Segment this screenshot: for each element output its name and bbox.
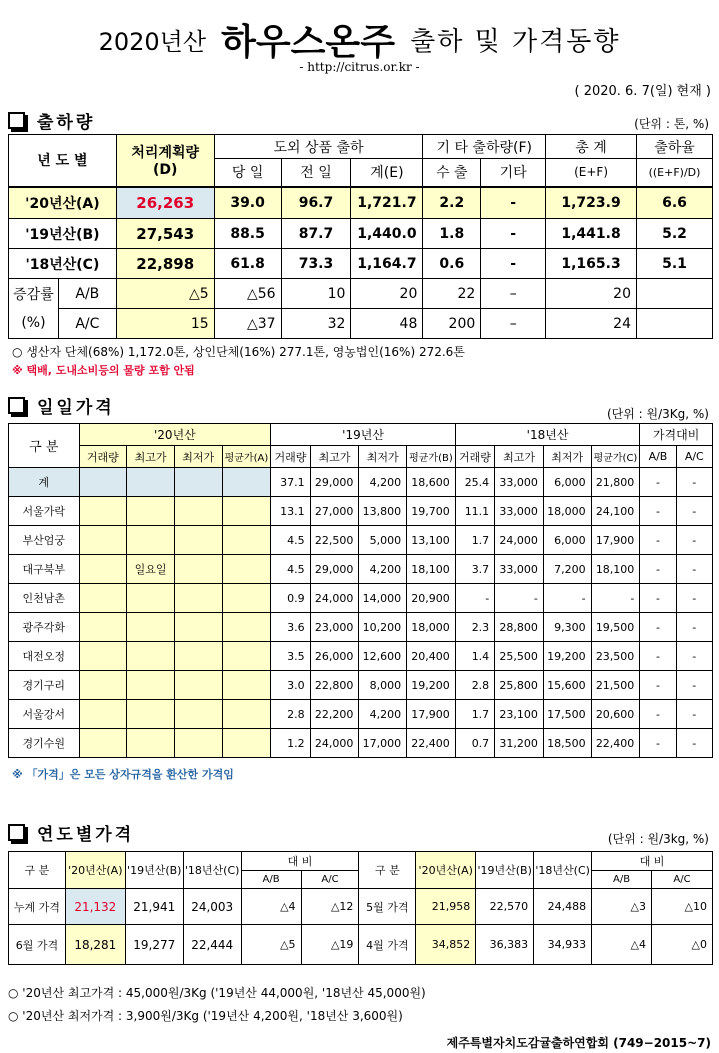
v19-cell: 22,500	[310, 526, 359, 555]
v19-cell: 8,000	[359, 671, 407, 700]
v18-cell: -	[591, 584, 640, 613]
y20-cell	[222, 584, 271, 613]
table-row: 6월 가격 18,281 19,277 22,444 △5 △19 4월 가격 34,852 36,383 34,933 △4 △0	[9, 925, 713, 965]
col-other: 기 타 출하량(F)	[423, 135, 546, 159]
market-name: 부산엄궁	[9, 526, 80, 555]
compare-cell: -	[676, 526, 712, 555]
market-name: 계	[9, 468, 80, 497]
compare-cell: -	[640, 613, 676, 642]
yearly-note-min: ○ '20년산 최저가격 : 3,900원/3Kg ('19년산 4,200원, '18년산 3,600원)	[8, 1009, 403, 1023]
compare-cell: -	[640, 468, 676, 497]
v18-cell: 7,200	[543, 555, 591, 584]
table-row: 증감률 A/B △5 △56 10 20 22 – 20	[9, 279, 713, 309]
v19-cell: 18,100	[407, 555, 456, 584]
y20-cell	[174, 613, 222, 642]
v18-cell: 28,800	[495, 613, 544, 642]
y20-cell	[127, 468, 175, 497]
v19-cell: 4,200	[359, 468, 407, 497]
col-gubun: 구 분	[9, 424, 80, 468]
report-date: ( 2020. 6. 7(일) 현재 )	[574, 84, 711, 99]
compare-cell: -	[676, 642, 712, 671]
v19-cell: 22,800	[310, 671, 359, 700]
col-rate: 출하율	[637, 135, 713, 159]
y20-cell	[174, 468, 222, 497]
checkbox-icon	[8, 824, 25, 841]
table-row	[9, 497, 713, 526]
v19-cell: 24,000	[310, 584, 359, 613]
compare-cell: -	[676, 584, 712, 613]
y20-cell	[222, 642, 271, 671]
market-name: 서울가락	[9, 497, 80, 526]
y20-cell	[79, 700, 127, 729]
compare-cell: -	[676, 497, 712, 526]
table-row	[9, 700, 713, 729]
v19-cell: 3.0	[271, 671, 310, 700]
yearly-price-table: 구 분 '20년산(A) '19년산(B) '18년산(C) 대 비 구 분 '20년산(A) '19년산(B) '18년산(C) 대 비 A/B A/C A/B A/C 누계 가격 21,132 21,941 24,003 △4 △12 5월 가격 21,958 22,570 24,488 △3 △10 6월 가격 18,281 19,277 22,444 △5 △19 4월 가격 34,852 36,383 34,933 △4 △0	[8, 851, 713, 965]
v19-cell: 20,900	[407, 584, 456, 613]
y20-cell	[222, 468, 271, 497]
v19-cell: 23,000	[310, 613, 359, 642]
v19-cell: 10,200	[359, 613, 407, 642]
table-row	[9, 729, 713, 758]
v18-cell: 33,000	[495, 555, 544, 584]
v19-cell: 13.1	[271, 497, 310, 526]
v18-cell: 22,400	[591, 729, 640, 758]
v19-cell: 17,900	[407, 700, 456, 729]
v19-cell: 4.5	[271, 526, 310, 555]
v18-cell: 6,000	[543, 526, 591, 555]
col-y20: '20년산	[79, 424, 271, 446]
compare-cell: -	[676, 729, 712, 758]
v19-cell: 19,200	[407, 671, 456, 700]
v18-cell: 21,800	[591, 468, 640, 497]
compare-cell: -	[640, 700, 676, 729]
shipment-note: ○ 생산자 단체(68%) 1,172.0톤, 상인단체(16%) 277.1톤, 영농법인(16%) 272.6톤	[12, 345, 465, 359]
y20-cell	[174, 497, 222, 526]
y20-cell	[127, 642, 175, 671]
table-row	[9, 671, 713, 700]
col-prev: 전 일	[281, 159, 351, 187]
daily-note: ※ 「가격」은 모든 상자규격을 환산한 가격임	[12, 768, 234, 781]
y20-cell	[174, 526, 222, 555]
compare-cell: -	[640, 584, 676, 613]
title-prefix: 2020년산	[98, 28, 207, 56]
y20-cell	[79, 526, 127, 555]
v18-cell: -	[455, 584, 494, 613]
v18-cell: 24,000	[495, 526, 544, 555]
v19-cell: 19,700	[407, 497, 456, 526]
daily-price-table: 구 분 '20년산 '19년산 '18년산 가격대비 거래량 최고가 최저가 평균가(A) 거래량 최고가 최저가 평균가(B) 거래량 최고가 최저가 평균가(C) A/B A/C 계 37.1 29,000 4,200 18,600 25.4 33,000 6,000 21,800 - - 서울가락 13.1 27,000 13,800 19,700 11.1 33,000 18,000 24,100 - - 부산엄궁 4.5 22,500 5,000 13,100 1.7 24,000 6,000 17,900 - - 대구북부 일요일 4.5 29,000 4,200 18,100 3.7 33,000 7,200 18,100 - - 인천남촌 0.9 24,000 14,000 20,900 - - - - - - 광주각화 3.6 23,000 10,200 18,000 2.3 28,800 9,300 19,500 - - 대전오정 3.5 26,000 12,600 20,400 1.4 25,500 19,200 23,500 - - 경기구리 3.0 22,800 8,000 19,200 2.8 25,800 15,600 21,500 - - 서울강서 2.8 22,200 4,200 17,900 1.7 23,100 17,500 20,600 - - 경기수원 1.2 24,000 17,000 22,400 0.7 31,200 18,500 22,400 - -	[8, 423, 713, 758]
v19-cell: 3.6	[271, 613, 310, 642]
v19-cell: 13,800	[359, 497, 407, 526]
yearly-note-max: ○ '20년산 최고가격 : 45,000원/3Kg ('19년산 44,000원, '18년산 45,000원)	[8, 986, 426, 1000]
compare-cell: -	[640, 729, 676, 758]
table-row: '19년산(B) 27,543 88.5 87.7 1,440.0 1.8 - 1,441.8 5.2	[9, 219, 713, 249]
v18-cell: 2.3	[455, 613, 494, 642]
v18-cell: 20,600	[591, 700, 640, 729]
y20-cell	[127, 526, 175, 555]
v19-cell: 22,400	[407, 729, 456, 758]
v19-cell: 37.1	[271, 468, 310, 497]
section-daily-title: 일일가격	[8, 393, 115, 418]
y20-cell	[127, 584, 175, 613]
v19-cell: 20,400	[407, 642, 456, 671]
compare-cell: -	[640, 526, 676, 555]
v19-cell: 13,100	[407, 526, 456, 555]
col-sum: 계(E)	[351, 159, 423, 187]
y20-cell	[127, 671, 175, 700]
v18-cell: 19,200	[543, 642, 591, 671]
shipment-unit: (단위 : 톤, %)	[634, 117, 709, 131]
v18-cell: 25.4	[455, 468, 494, 497]
v19-cell: 27,000	[310, 497, 359, 526]
v19-cell: 26,000	[310, 642, 359, 671]
col-y18: '18년산	[455, 424, 640, 446]
v19-cell: 4,200	[359, 555, 407, 584]
table-row	[9, 526, 713, 555]
v18-cell: 33,000	[495, 497, 544, 526]
compare-cell: -	[676, 671, 712, 700]
y20-cell	[127, 729, 175, 758]
y20-cell	[222, 729, 271, 758]
v18-cell: 3.7	[455, 555, 494, 584]
y20-cell	[79, 468, 127, 497]
y20-cell	[79, 729, 127, 758]
yearly-unit: (단위 : 원/3kg, %)	[607, 832, 709, 846]
checkbox-icon	[8, 397, 25, 414]
col-total-sub: (E+F)	[546, 159, 637, 187]
y20-cell	[79, 642, 127, 671]
v19-cell: 17,000	[359, 729, 407, 758]
col-export: 수 출	[423, 159, 481, 187]
v18-cell: 24,100	[591, 497, 640, 526]
y20-cell	[127, 497, 175, 526]
v18-cell: 1.4	[455, 642, 494, 671]
col-compare: 가격대비	[640, 424, 713, 446]
title-suffix: 출하 및 가격동향	[410, 27, 621, 57]
section-shipment-title: 출하량	[8, 108, 95, 133]
v18-cell: -	[543, 584, 591, 613]
market-name: 서울강서	[9, 700, 80, 729]
y20-cell	[222, 526, 271, 555]
col-y19: '19년산	[271, 424, 456, 446]
col-year: 년 도 별	[9, 135, 117, 187]
title-main: 하우스온주	[221, 22, 395, 63]
col-plan: 처리계획량 (D)	[116, 135, 214, 187]
v18-cell: 6,000	[543, 468, 591, 497]
v19-cell: 18,600	[407, 468, 456, 497]
market-name: 경기수원	[9, 729, 80, 758]
v18-cell: 11.1	[455, 497, 494, 526]
y20-cell	[174, 700, 222, 729]
table-row: 누계 가격 21,132 21,941 24,003 △4 △12 5월 가격 21,958 22,570 24,488 △3 △10	[9, 889, 713, 925]
v19-cell: 4,200	[359, 700, 407, 729]
table-row: '20년산(A) 26,263 39.0 96.7 1,721.7 2.2 - 1,723.9 6.6	[9, 187, 713, 219]
col-total: 총 계	[546, 135, 637, 159]
v19-cell: 29,000	[310, 555, 359, 584]
y20-cell	[127, 613, 175, 642]
y20-cell	[222, 700, 271, 729]
v18-cell: 18,000	[543, 497, 591, 526]
y20-cell	[79, 555, 127, 584]
v19-cell: 12,600	[359, 642, 407, 671]
checkbox-icon	[8, 112, 25, 129]
market-name: 대구북부	[9, 555, 80, 584]
v18-cell: 25,500	[495, 642, 544, 671]
shipment-note-red: ※ 택배, 도내소비등의 물량 포함 안됨	[12, 364, 195, 377]
y20-cell	[222, 671, 271, 700]
table-row	[9, 468, 713, 497]
v18-cell: 25,800	[495, 671, 544, 700]
v18-cell: 17,900	[591, 526, 640, 555]
v18-cell: 1.7	[455, 700, 494, 729]
compare-cell: -	[676, 468, 712, 497]
y20-cell	[79, 613, 127, 642]
y20-cell	[79, 671, 127, 700]
col-today: 당 일	[214, 159, 281, 187]
table-row	[9, 555, 713, 584]
v18-cell: 18,500	[543, 729, 591, 758]
page-title	[0, 14, 719, 65]
y20-cell	[174, 642, 222, 671]
organization-footer: 제주특별자치도감귤출하연합회 (749−2015~7)	[446, 1036, 711, 1050]
compare-cell: -	[640, 642, 676, 671]
y20-cell	[222, 613, 271, 642]
table-row	[9, 642, 713, 671]
y20-cell	[174, 729, 222, 758]
v19-cell: 3.5	[271, 642, 310, 671]
table-row: (%) A/C 15 △37 32 48 200 – 24	[9, 309, 713, 339]
col-rate-sub: ((E+F)/D)	[637, 159, 713, 187]
compare-cell: -	[676, 613, 712, 642]
table-row: '18년산(C) 22,898 61.8 73.3 1,164.7 0.6 - 1,165.3 5.1	[9, 249, 713, 279]
v19-cell: 18,000	[407, 613, 456, 642]
y20-cell: 일요일	[127, 555, 175, 584]
y20-cell	[79, 584, 127, 613]
v18-cell: -	[495, 584, 544, 613]
v18-cell: 0.7	[455, 729, 494, 758]
y20-cell	[127, 700, 175, 729]
market-name: 경기구리	[9, 671, 80, 700]
v18-cell: 19,500	[591, 613, 640, 642]
v18-cell: 1.7	[455, 526, 494, 555]
v19-cell: 24,000	[310, 729, 359, 758]
compare-cell: -	[640, 671, 676, 700]
v19-cell: 4.5	[271, 555, 310, 584]
table-row	[9, 584, 713, 613]
v19-cell: 29,000	[310, 468, 359, 497]
v19-cell: 14,000	[359, 584, 407, 613]
market-name: 광주각화	[9, 613, 80, 642]
y20-cell	[174, 555, 222, 584]
y20-cell	[79, 497, 127, 526]
col-etc: 기타	[481, 159, 546, 187]
v18-cell: 33,000	[495, 468, 544, 497]
y20-cell	[174, 584, 222, 613]
y20-cell	[222, 497, 271, 526]
v18-cell: 15,600	[543, 671, 591, 700]
site-url: - http://citrus.or.kr -	[299, 60, 420, 74]
v19-cell: 0.9	[271, 584, 310, 613]
shipment-table	[8, 134, 713, 339]
v19-cell: 1.2	[271, 729, 310, 758]
v18-cell: 31,200	[495, 729, 544, 758]
v18-cell: 23,500	[591, 642, 640, 671]
compare-cell: -	[676, 555, 712, 584]
daily-unit: (단위 : 원/3Kg, %)	[606, 407, 709, 421]
v19-cell: 2.8	[271, 700, 310, 729]
v18-cell: 21,500	[591, 671, 640, 700]
v18-cell: 18,100	[591, 555, 640, 584]
v18-cell: 17,500	[543, 700, 591, 729]
compare-cell: -	[640, 497, 676, 526]
market-name: 인천남촌	[9, 584, 80, 613]
y20-cell	[174, 671, 222, 700]
market-name: 대전오정	[9, 642, 80, 671]
section-yearly-title: 연도별가격	[8, 820, 134, 845]
compare-cell: -	[676, 700, 712, 729]
v18-cell: 2.8	[455, 671, 494, 700]
v19-cell: 5,000	[359, 526, 407, 555]
v19-cell: 22,200	[310, 700, 359, 729]
compare-cell: -	[640, 555, 676, 584]
v18-cell: 9,300	[543, 613, 591, 642]
y20-cell	[222, 555, 271, 584]
v18-cell: 23,100	[495, 700, 544, 729]
table-row	[9, 613, 713, 642]
col-outside: 도외 상품 출하	[214, 135, 423, 159]
